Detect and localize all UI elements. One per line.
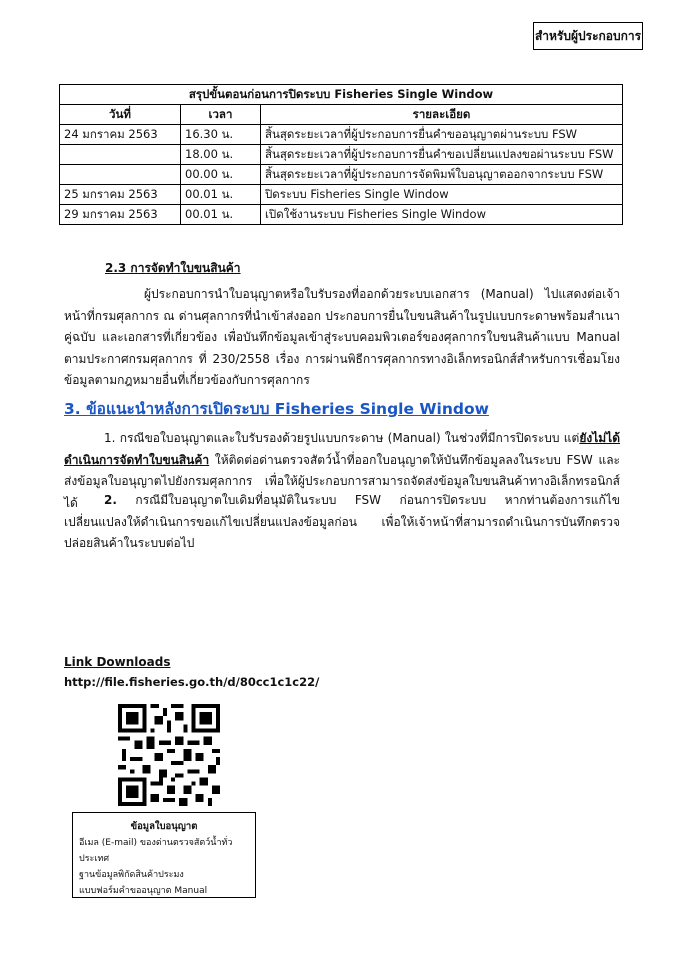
advice-item-2 <box>64 490 620 555</box>
qr-caption-line: อีเมล (E-mail) ของด่านตรวจสัตว์น้ำทั่วประเทศ <box>79 838 233 864</box>
col-detail: รายละเอียด <box>261 105 623 125</box>
cell-date: 29 มกราคม 2563 <box>60 205 181 225</box>
qr-caption-title: ข้อมูลใบอนุญาต <box>130 821 198 832</box>
table-row <box>60 205 623 225</box>
cell-time: 00.01 น. <box>181 185 261 205</box>
cell-time: 00.00 น. <box>181 165 261 185</box>
cell-date: 24 มกราคม 2563 <box>60 125 181 145</box>
download-link[interactable]: http://file.fisheries.go.th/d/80cc1c1c22/ <box>64 675 320 689</box>
table-row <box>60 185 623 205</box>
cell-detail: สิ้นสุดระยะเวลาที่ผู้ประกอบการยื่นคำขออนุญาตผ่านระบบ FSW <box>261 125 623 145</box>
advice-item-1-text: 1. กรณีขอใบอนุญาตและใบรับรองด้วยรูปแบบกระดาษ (Manual) ในช่วงที่มีการปิดระบบ แต่ <box>104 431 580 445</box>
cell-time: 00.01 น. <box>181 205 261 225</box>
cell-detail: ปิดระบบ Fisheries Single Window <box>261 185 623 205</box>
cell-detail: เปิดใช้งานระบบ Fisheries Single Window <box>261 205 623 225</box>
table-row <box>60 125 623 145</box>
cell-date <box>60 145 181 165</box>
cell-time: 16.30 น. <box>181 125 261 145</box>
cell-detail: สิ้นสุดระยะเวลาที่ผู้ประกอบการจัดพิมพ์ใบอนุญาตออกจากระบบ FSW <box>261 165 623 185</box>
cell-time: 18.00 น. <box>181 145 261 165</box>
qr-code-icon <box>118 704 220 806</box>
table-row <box>60 145 623 165</box>
advice-item-1-text-cont: ให้ติดต่อด่านตรวจสัตว์น้ำที่ออกใบอนุญาตให้บันทึกข้อมูลลงในระบบ FSW และส่งข้อมูลใบอนุญาตไปยังกรมศุลกากร เพื่อให้ผู้ประกอบการสามารถจัดส่งข้อมูลใบขนสินค้าทางอิเล็กทรอนิกส์ได้ <box>64 452 620 510</box>
schedule-table <box>59 84 623 225</box>
section-3-heading: 3. ข้อแนะนำหลังการเปิดระบบ Fisheries Single Window <box>64 400 489 418</box>
section-2-3-heading: 2.3 การจัดทำใบขนสินค้า <box>105 261 241 275</box>
advice-item-1-emphasis: ยังไม่ได้ดำเนินการจัดทำใบขนสินค้า <box>64 431 620 467</box>
cell-date <box>60 165 181 185</box>
section-2-3-body: ผู้ประกอบการนำใบอนุญาตหรือใบรับรองที่ออกด้วยระบบเอกสาร (Manual) ไปแสดงต่อเจ้าหน้าที่กรมศุลกากร ณ ด่านศุลกากรที่นำเข้าส่งออก ประกอบการยื่นใบขนสินค้าในรูปแบบกระดาษพร้อมสำเนาคู่ฉบับ และเอกสารที่เกี่ยวข้อง เพื่อบันทึกข้อมูลเข้าสู่ระบบคอมพิวเตอร์ของศุลกากรใบขนสินค้าแบบ Manual ตามประกาศกรมศุลกากร ที่ 230/2558 เรื่อง การผ่านพิธีการศุลกากรทางอิเล็กทรอนิกส์สำหรับการเชื่อมโยงข้อมูลตามกฎหมายอื่นที่เกี่ยวข้องกับการศุลกากร <box>64 287 620 387</box>
advice-item-2-text: กรณีมีใบอนุญาตใบเดิมที่อนุมัติในระบบ FSW ก่อนการปิดระบบ หากท่านต้องการแก้ไขเปลี่ยนแปลงให้ดำเนินการขอแก้ไขเปลี่ยนแปลงข้อมูลก่อน เพื่อให้เจ้าหน้าที่สามารถดำเนินการบันทึกตรวจปล่อยสินค้าในระบบต่อไป <box>64 493 620 550</box>
qr-caption-line: ฐานข้อมูลพิกัดสินค้าประมง <box>79 870 184 880</box>
table-row <box>60 165 623 185</box>
audience-tag-text: สำหรับผู้ประกอบการ <box>534 28 642 43</box>
advice-item-2-number: 2. <box>104 493 117 507</box>
col-date: วันที่ <box>60 105 181 125</box>
table-title: สรุปขั้นตอนก่อนการปิดระบบ Fisheries Single Window <box>60 85 623 105</box>
cell-detail: สิ้นสุดระยะเวลาที่ผู้ประกอบการยื่นคำขอเปลี่ยนแปลงขอผ่านระบบ FSW <box>261 145 623 165</box>
col-time: เวลา <box>181 105 261 125</box>
qr-caption-box <box>72 812 256 898</box>
audience-tag <box>533 22 643 50</box>
link-downloads-heading: Link Downloads <box>64 655 171 669</box>
cell-date: 25 มกราคม 2563 <box>60 185 181 205</box>
qr-caption-line: แบบฟอร์มคำขออนุญาต Manual <box>79 886 208 896</box>
